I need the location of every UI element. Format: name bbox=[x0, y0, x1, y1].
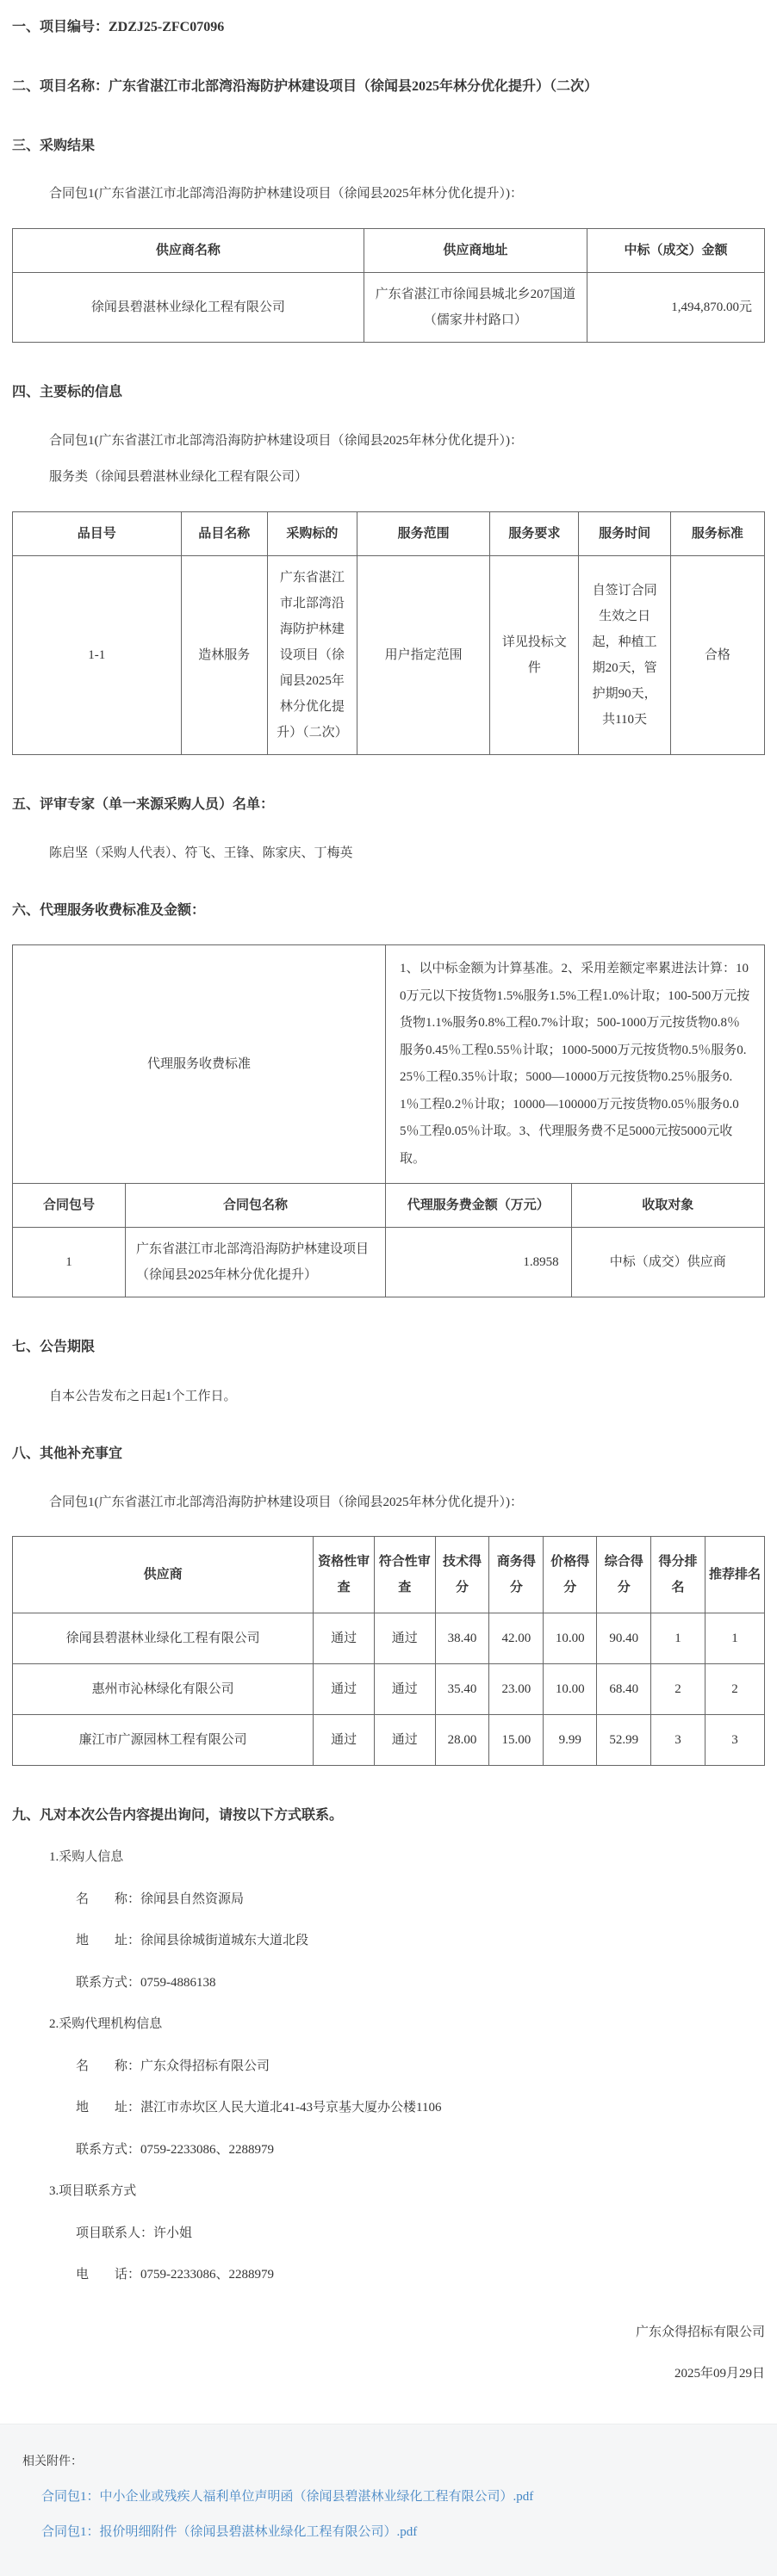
column-header-service-standard: 服务标准 bbox=[670, 511, 764, 555]
column-header-price-score: 价格得分 bbox=[544, 1537, 597, 1613]
agency-info-title: 2.采购代理机构信息 bbox=[49, 2017, 163, 2032]
column-header-package-number: 合同包号 bbox=[13, 1184, 126, 1228]
project-contact-person: 项目联系人：许小姐 bbox=[76, 2226, 193, 2240]
project-contact-title: 3.项目联系方式 bbox=[49, 2184, 137, 2199]
table-row bbox=[13, 555, 765, 754]
package-line: 合同包1(广东省湛江市北部湾沿海防护林建设项目（徐闻县2025年林分优化提升）)： bbox=[49, 1495, 523, 1509]
table-header-row bbox=[13, 1184, 765, 1228]
column-header-service-scope: 服务范围 bbox=[357, 511, 490, 555]
score-rank-cell: 3 bbox=[651, 1715, 706, 1766]
column-header-item-name: 品目名称 bbox=[181, 511, 267, 555]
column-header-procurement-subject: 采购标的 bbox=[267, 511, 357, 555]
winning-amount-cell: 1,494,870.00元 bbox=[587, 272, 764, 342]
package-number-cell: 1 bbox=[13, 1228, 126, 1297]
column-header-business-score: 商务得分 bbox=[489, 1537, 544, 1613]
column-header-winning-amount: 中标（成交）金额 bbox=[587, 228, 764, 272]
business-score-cell: 15.00 bbox=[489, 1715, 544, 1766]
section-heading-project-number: 一、项目编号：ZDZJ25-ZFC07096 bbox=[12, 20, 225, 34]
attachments-label: 相关附件： bbox=[22, 2455, 83, 2468]
service-scope-cell: 用户指定范围 bbox=[357, 555, 490, 754]
signature-company: 广东众得招标有限公司 bbox=[635, 2325, 765, 2339]
package-name-cell: 广东省湛江市北部湾沿海防护林建设项目（徐闻县2025年林分优化提升） bbox=[125, 1228, 385, 1297]
column-header-service-time: 服务时间 bbox=[579, 511, 671, 555]
item-number-cell: 1-1 bbox=[13, 555, 182, 754]
column-header-qualification-review: 资格性审查 bbox=[314, 1537, 375, 1613]
package-line: 合同包1(广东省湛江市北部湾沿海防护林建设项目（徐闻县2025年林分优化提升）)： bbox=[49, 433, 523, 448]
column-header-recommend-rank: 推荐排名 bbox=[705, 1537, 764, 1613]
column-header-package-name: 合同包名称 bbox=[125, 1184, 385, 1228]
table-header-row bbox=[13, 1537, 765, 1613]
fee-standard-row bbox=[13, 945, 765, 1184]
technical-score-cell: 35.40 bbox=[435, 1664, 489, 1715]
column-header-item-number: 品目号 bbox=[13, 511, 182, 555]
business-score-cell: 23.00 bbox=[489, 1664, 544, 1715]
service-requirement-cell: 详见投标文件 bbox=[490, 555, 579, 754]
signature-date: 2025年09月29日 bbox=[674, 2367, 765, 2381]
business-score-cell: 42.00 bbox=[489, 1613, 544, 1664]
package-line: 合同包1(广东省湛江市北部湾沿海防护林建设项目（徐闻县2025年林分优化提升）)： bbox=[49, 187, 523, 201]
column-header-service-requirement: 服务要求 bbox=[490, 511, 579, 555]
purchaser-name: 名 称：徐闻县自然资源局 bbox=[76, 1892, 245, 1906]
supplier-cell: 廉江市广源园林工程有限公司 bbox=[13, 1715, 314, 1766]
agency-contact: 联系方式：0759-2233086、2288979 bbox=[76, 2142, 274, 2157]
total-score-cell: 90.40 bbox=[597, 1613, 651, 1664]
recommend-rank-cell: 2 bbox=[705, 1664, 764, 1715]
section-heading-contact: 九、凡对本次公告内容提出询问，请按以下方式联系。 bbox=[12, 1808, 344, 1824]
table-row bbox=[13, 1613, 765, 1664]
column-header-fee-amount: 代理服务费金额（万元） bbox=[385, 1184, 571, 1228]
section-heading-announcement-period: 七、公告期限 bbox=[12, 1340, 96, 1355]
fee-standard-label-cell: 代理服务收费标准 bbox=[13, 945, 386, 1184]
section-heading-supplementary: 八、其他补充事宜 bbox=[12, 1446, 123, 1462]
evaluation-score-table bbox=[12, 1536, 765, 1766]
service-time-cell: 自签订合同生效之日起，种植工期20天，管护期90天，共110天 bbox=[579, 555, 671, 754]
procurement-result-table bbox=[12, 228, 765, 343]
table-row bbox=[13, 1664, 765, 1715]
score-rank-cell: 2 bbox=[651, 1664, 706, 1715]
qualification-cell: 通过 bbox=[314, 1715, 375, 1766]
attachment-link-declaration-pdf[interactable]: 合同包1：中小企业或残疾人福利单位声明函（徐闻县碧湛林业绿化工程有限公司）.pdf bbox=[41, 2489, 534, 2504]
announcement-period-text: 自本公告发布之日起1个工作日。 bbox=[49, 1390, 237, 1404]
recommend-rank-cell: 1 bbox=[705, 1613, 764, 1664]
procurement-subject-cell: 广东省湛江市北部湾沿海防护林建设项目（徐闻县2025年林分优化提升）（二次） bbox=[267, 555, 357, 754]
purchaser-contact: 联系方式：0759-4886138 bbox=[76, 1975, 216, 1990]
column-header-technical-score: 技术得分 bbox=[435, 1537, 489, 1613]
section-heading-procurement-result: 三、采购结果 bbox=[12, 138, 96, 153]
section-heading-agency-fee: 六、代理服务收费标准及金额： bbox=[12, 903, 206, 919]
purchaser-info-title: 1.采购人信息 bbox=[49, 1850, 124, 1865]
total-score-cell: 68.40 bbox=[597, 1664, 651, 1715]
table-row bbox=[13, 272, 765, 342]
column-header-score-rank: 得分排名 bbox=[651, 1537, 706, 1613]
technical-score-cell: 28.00 bbox=[435, 1715, 489, 1766]
qualification-cell: 通过 bbox=[314, 1613, 375, 1664]
table-row bbox=[13, 1228, 765, 1297]
supplier-address-cell: 广东省湛江市徐闻县城北乡207国道（儒家井村路口） bbox=[364, 272, 587, 342]
recommend-rank-cell: 3 bbox=[705, 1715, 764, 1766]
total-score-cell: 52.99 bbox=[597, 1715, 651, 1766]
attachments-footer bbox=[0, 2424, 777, 2576]
supplier-cell: 惠州市沁林绿化有限公司 bbox=[13, 1664, 314, 1715]
section-heading-main-subject: 四、主要标的信息 bbox=[12, 384, 123, 399]
column-header-supplier-address: 供应商地址 bbox=[364, 228, 587, 272]
supplier-cell: 徐闻县碧湛林业绿化工程有限公司 bbox=[13, 1613, 314, 1664]
qualification-cell: 通过 bbox=[314, 1664, 375, 1715]
table-row bbox=[13, 1715, 765, 1766]
fee-payer-cell: 中标（成交）供应商 bbox=[571, 1228, 764, 1297]
agency-address: 地 址：湛江市赤坎区人民大道北41-43号京基大厦办公楼1106 bbox=[76, 2101, 442, 2115]
fee-amount-cell: 1.8958 bbox=[385, 1228, 571, 1297]
purchaser-address: 地 址：徐闻县徐城街道城东大道北段 bbox=[76, 1934, 309, 1948]
section-heading-project-name: 二、项目名称：广东省湛江市北部湾沿海防护林建设项目（徐闻县2025年林分优化提升）（二次） bbox=[12, 78, 599, 94]
attachment-link-quotation-pdf[interactable]: 合同包1：报价明细附件（徐闻县碧湛林业绿化工程有限公司）.pdf bbox=[41, 2524, 418, 2539]
column-header-supplier-name: 供应商名称 bbox=[13, 228, 364, 272]
table-header-row bbox=[13, 511, 765, 555]
supplier-name-cell: 徐闻县碧湛林业绿化工程有限公司 bbox=[13, 272, 364, 342]
item-name-cell: 造林服务 bbox=[181, 555, 267, 754]
column-header-conformity-review: 符合性审查 bbox=[374, 1537, 435, 1613]
table-header-row bbox=[13, 228, 765, 272]
price-score-cell: 9.99 bbox=[544, 1715, 597, 1766]
agency-fee-table bbox=[12, 944, 765, 1297]
column-header-supplier: 供应商 bbox=[13, 1537, 314, 1613]
expert-names: 陈启坚（采购人代表）、符飞、王锋、陈家庆、丁梅英 bbox=[49, 846, 353, 861]
agency-name: 名 称：广东众得招标有限公司 bbox=[76, 2059, 270, 2073]
price-score-cell: 10.00 bbox=[544, 1664, 597, 1715]
conformity-cell: 通过 bbox=[374, 1715, 435, 1766]
price-score-cell: 10.00 bbox=[544, 1613, 597, 1664]
project-contact-phone: 电 话：0759-2233086、2288979 bbox=[76, 2268, 274, 2282]
technical-score-cell: 38.40 bbox=[435, 1613, 489, 1664]
conformity-cell: 通过 bbox=[374, 1664, 435, 1715]
section-heading-experts: 五、评审专家（单一来源采购人员）名单： bbox=[12, 796, 275, 812]
column-header-fee-payer: 收取对象 bbox=[571, 1184, 764, 1228]
conformity-cell: 通过 bbox=[374, 1613, 435, 1664]
fee-standard-text-cell: 1、以中标金额为计算基准。2、采用差额定率累进法计算：100万元以下按货物1.5%服务1.5%工程1.0%计取；100-500万元按货物1.1%服务0.8%工程0.7%计取；500-1000万元按货物0.8％服务0.45％工程0.55％计取；1000-5000万元按货物0.5％服务0.25％工程0.35％计取；5000—10000万元按货物0.25％服务0.1％工程0.2％计取；10000—100000万元按货物0.05％服务0.05％工程0.05％计取。3、代理服务费不足5000元按5000元收取。 bbox=[385, 945, 764, 1184]
main-subject-table bbox=[12, 511, 765, 755]
score-rank-cell: 1 bbox=[651, 1613, 706, 1664]
column-header-total-score: 综合得分 bbox=[597, 1537, 651, 1613]
category-line: 服务类（徐闻县碧湛林业绿化工程有限公司） bbox=[49, 470, 308, 485]
service-standard-cell: 合格 bbox=[670, 555, 764, 754]
